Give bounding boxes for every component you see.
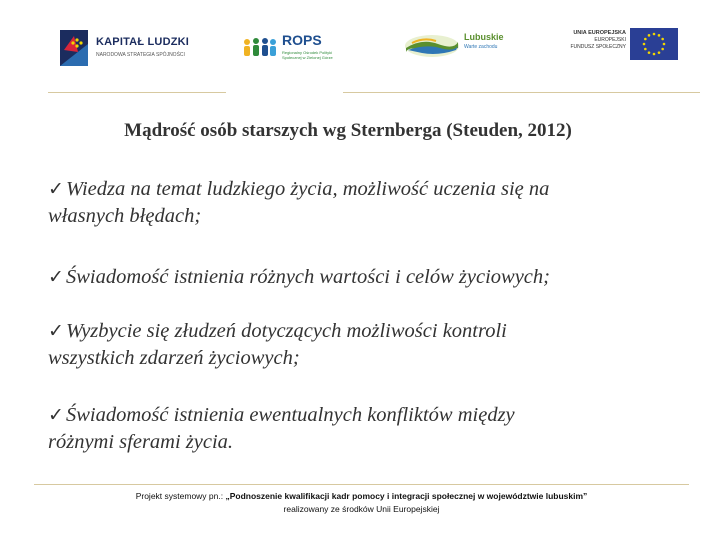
eu-star-icon bbox=[658, 34, 661, 37]
list-item-line-1: Wiedza na temat ludzkiego życia, możliwość uczenia się na bbox=[66, 178, 550, 200]
rops-logo bbox=[242, 30, 342, 76]
logo-bar bbox=[0, 18, 720, 78]
list-item-line-2: własnych błędach; bbox=[48, 205, 202, 227]
list-item bbox=[48, 318, 678, 372]
checkmark-icon: ✓ bbox=[48, 404, 64, 426]
kapital-ludzki-emblem-icon bbox=[60, 30, 88, 66]
footer bbox=[34, 490, 689, 516]
header-divider-right bbox=[343, 92, 700, 93]
eu-star-icon bbox=[661, 48, 664, 51]
eu-star-icon bbox=[643, 43, 646, 46]
list-item bbox=[48, 402, 678, 456]
kapital-ludzki-logo bbox=[60, 28, 200, 74]
eu-star-icon bbox=[663, 43, 666, 46]
eu-logo bbox=[560, 28, 684, 70]
kapital-ludzki-subtitle: NARODOWA STRATEGIA SPÓJNOŚCI bbox=[96, 52, 185, 58]
eu-line-2: EUROPEJSKI bbox=[594, 37, 626, 43]
list-item-line-1: Świadomość istnienia różnych wartości i celów życiowych; bbox=[66, 266, 550, 288]
eu-star-icon bbox=[648, 34, 651, 37]
checkmark-icon: ✓ bbox=[48, 266, 64, 288]
list-item bbox=[48, 264, 678, 291]
eu-star-icon bbox=[644, 48, 647, 51]
list-item-line-1: Wyzbycie się złudzeń dotyczących możliwości kontroli bbox=[66, 320, 507, 342]
lubuskie-logo bbox=[404, 30, 514, 70]
eu-line-1: UNIA EUROPEJSKA bbox=[573, 30, 626, 36]
list-item bbox=[48, 176, 678, 230]
list-item-line-2: różnymi sferami życia. bbox=[48, 431, 234, 453]
eu-flag-icon bbox=[630, 28, 678, 60]
eu-star-icon bbox=[658, 51, 661, 54]
lubuskie-title: Lubuskie bbox=[464, 32, 504, 42]
list-item-line-2: wszystkich zdarzeń życiowych; bbox=[48, 347, 300, 369]
eu-text bbox=[560, 30, 626, 51]
footer-prefix: Projekt systemowy pn.: bbox=[135, 491, 226, 501]
checkmark-icon: ✓ bbox=[48, 320, 64, 342]
rops-subtitle: Regionalny Ośrodek Polityki Społecznej w Zielonej Górze bbox=[282, 50, 333, 60]
checkmark-icon: ✓ bbox=[48, 178, 64, 200]
footer-funding: realizowany ze środków Unii Europejskiej bbox=[283, 504, 440, 514]
footer-divider bbox=[34, 484, 689, 485]
header-divider-left bbox=[48, 92, 226, 93]
footer-project-name: „Podnoszenie kwalifikacji kadr pomocy i integracji społecznej w województwie lubuskim” bbox=[225, 491, 588, 501]
eu-star-icon bbox=[644, 38, 647, 41]
eu-star-icon bbox=[653, 53, 656, 56]
lubuskie-landscape-icon bbox=[404, 34, 460, 58]
rops-title: ROPS bbox=[282, 32, 322, 48]
kapital-ludzki-title: KAPITAŁ LUDZKI bbox=[96, 36, 190, 48]
rops-people-icon bbox=[242, 36, 278, 60]
eu-line-3: FUNDUSZ SPOŁECZNY bbox=[570, 44, 626, 50]
lubuskie-subtitle: Warte zachodu bbox=[464, 44, 498, 50]
list-item-line-1: Świadomość istnienia ewentualnych konfliktów między bbox=[66, 404, 515, 426]
eu-star-icon bbox=[648, 51, 651, 54]
eu-star-icon bbox=[653, 33, 656, 36]
eu-star-icon bbox=[661, 38, 664, 41]
slide-title: Mądrość osób starszych wg Sternberga (Steuden, 2012) bbox=[124, 120, 572, 141]
